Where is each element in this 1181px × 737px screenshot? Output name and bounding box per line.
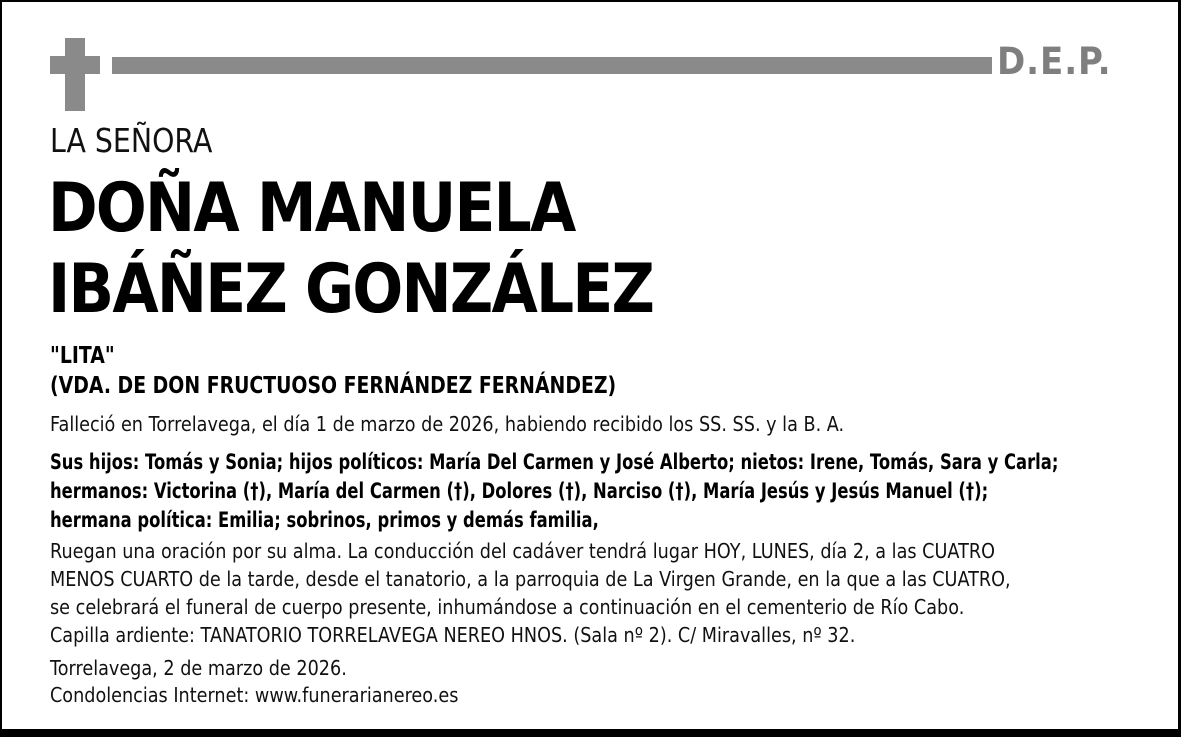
cross-icon	[65, 38, 85, 111]
deceased-name-line1: DOÑA MANUELA	[48, 169, 575, 248]
condolences-link[interactable]: Condolencias Internet: www.funerarianereo.es	[50, 683, 459, 707]
service-line: Ruegan una oración por su alma. La conducción del cadáver tendrá lugar HOY, LUNES, día 2, a las CUATRO	[50, 539, 995, 563]
family-line: Sus hijos: Tomás y Sonia; hijos políticos: María Del Carmen y José Alberto; nietos: Irene, Tomás, Sara y Carla;	[50, 450, 1059, 474]
cross-icon-bar	[50, 56, 100, 74]
family-line: hermana política: Emilia; sobrinos, primos y demás familia,	[50, 508, 599, 532]
dep-label: D.E.P.	[997, 40, 1112, 83]
death-notice: Falleció en Torrelavega, el día 1 de marzo de 2026, habiendo recibido los SS. SS. y la B. A.	[50, 412, 845, 436]
place-date: Torrelavega, 2 de marzo de 2026.	[50, 656, 347, 680]
family-line: hermanos: Victorina (†), María del Carmen (†), Dolores (†), Narciso (†), María Jesús y Jesús Manuel (†);	[50, 479, 989, 503]
service-line: se celebrará el funeral de cuerpo presente, inhumándose a continuación en el cementerio de Río Cabo.	[50, 595, 965, 619]
title-prefix: LA SEÑORA	[50, 121, 213, 160]
deceased-alias: "LITA"	[50, 343, 115, 369]
deceased-name-line2: IBÁÑEZ GONZÁLEZ	[48, 250, 654, 329]
header-rule	[112, 57, 992, 74]
service-line: MENOS CUARTO de la tarde, desde el tanatorio, a la parroquia de La Virgen Grande, en la que a las CUATRO,	[50, 567, 1011, 591]
service-line: Capilla ardiente: TANATORIO TORRELAVEGA NEREO HNOS. (Sala nº 2). C/ Miravalles, nº 32.	[50, 623, 856, 647]
widow-of: (VDA. DE DON FRUCTUOSO FERNÁNDEZ FERNÁNDEZ)	[50, 373, 617, 399]
